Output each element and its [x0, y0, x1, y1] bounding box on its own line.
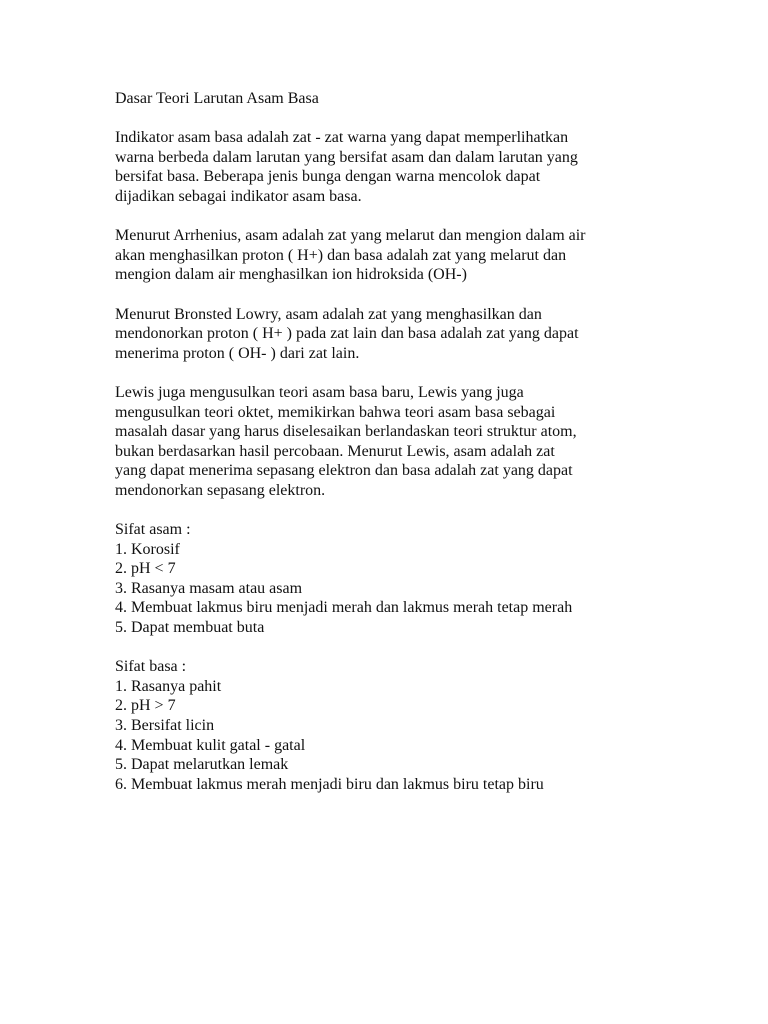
acid-properties-list [115, 520, 675, 638]
paragraph-bronsted-lowry: Menurut Bronsted Lowry, asam adalah zat yang menghasilkan dan mendonorkan proton ( H+ ) pada zat lain dan basa adalah zat yang dapat menerima proton ( OH- ) dari zat lain. [115, 305, 579, 362]
paragraph-indicator: Indikator asam basa adalah zat - zat warna yang dapat memperlihatkan warna berbeda dalam larutan yang bersifat asam dan dalam larutan yang bersifat basa. Beberapa jenis bunga dengan warna mencolok dapat dijadikan sebagai indikator asam basa. [115, 129, 578, 205]
list-item: 3. Rasanya masam atau asam [115, 579, 303, 597]
list-item: 2. pH > 7 [115, 697, 176, 715]
list-item: 2. pH < 7 [115, 560, 176, 578]
base-properties-list [115, 657, 675, 794]
list-item: 1. Korosif [115, 540, 180, 558]
paragraph-arrhenius: Menurut Arrhenius, asam adalah zat yang melarut dan mengion dalam air akan menghasilkan proton ( H+) dan basa adalah zat yang melarut dan mengion dalam air menghasilkan ion hidroksida (OH-) [115, 227, 586, 284]
list-item: 5. Dapat melarutkan lemak [115, 756, 289, 774]
list-item: 5. Dapat membuat buta [115, 619, 265, 637]
base-properties-heading: Sifat basa : [115, 658, 187, 676]
list-item: 3. Bersifat licin [115, 717, 215, 734]
list-item: 4. Membuat lakmus biru menjadi merah dan lakmus merah tetap merah [115, 599, 573, 617]
acid-properties-heading: Sifat asam : [115, 521, 191, 539]
list-item: 6. Membuat lakmus merah menjadi biru dan lakmus biru tetap biru [115, 775, 544, 793]
paragraph-lewis: Lewis juga mengusulkan teori asam basa baru, Lewis yang juga mengusulkan teori oktet, memikirkan bahwa teori asam basa sebagai masalah dasar yang harus diselesaikan berlandaskan teori struktur atom, bukan berdasarkan hasil percobaan. Menurut Lewis, asam adalah zat yang dapat menerima sepasang elektron dan basa adalah zat yang dapat mendonorkan sepasang elektron. [115, 383, 577, 499]
list-item: 1. Rasanya pahit [115, 677, 222, 695]
document-body [115, 89, 675, 814]
list-item: 4. Membuat kulit gatal - gatal [115, 736, 306, 754]
document-title: Dasar Teori Larutan Asam Basa [115, 90, 319, 107]
